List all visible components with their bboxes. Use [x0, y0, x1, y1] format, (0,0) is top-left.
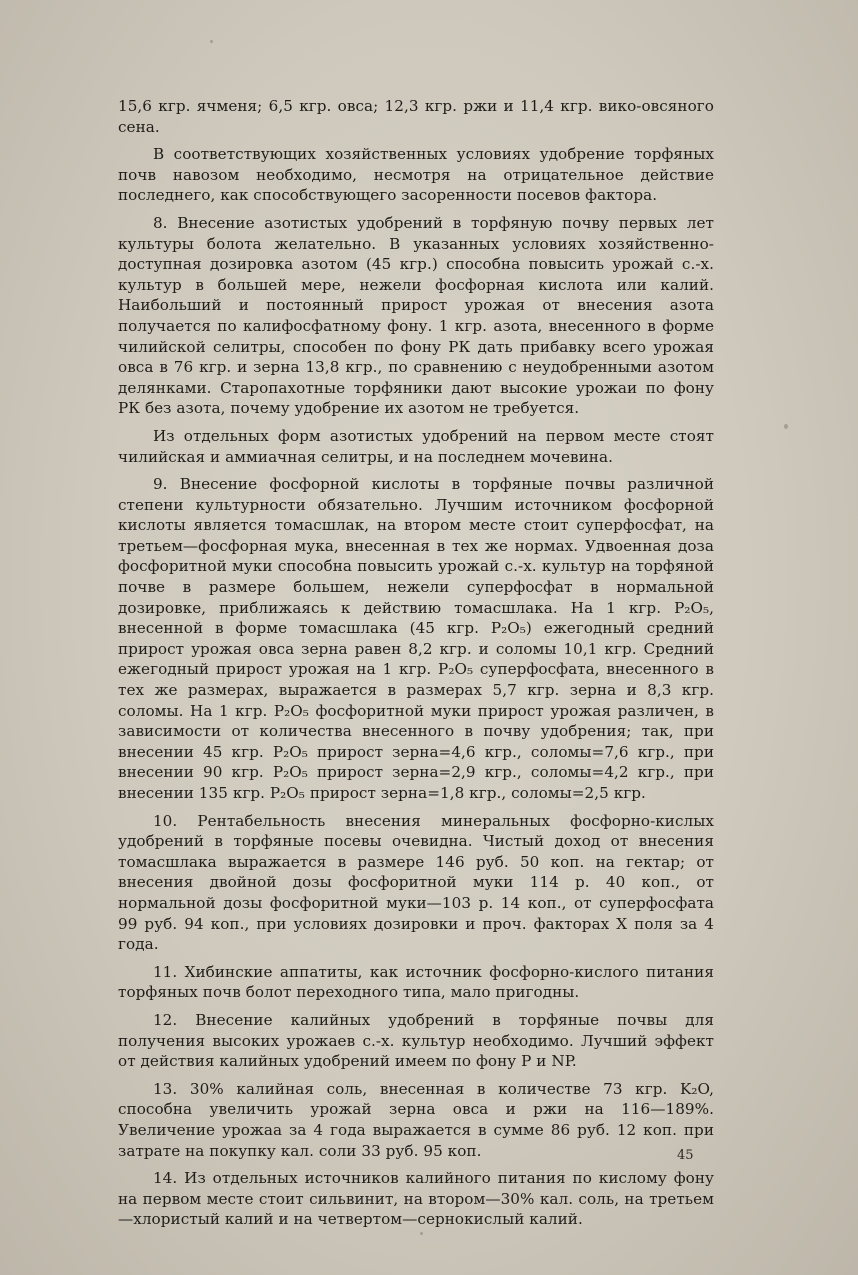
paragraph-9: 14. Из отдельных источников калийного питания по кислому фону на первом месте стоит сильвинит, на втором—30% кал. соль, на третьем—хлористый калий и на четвертом—сернокислый калий. [118, 1169, 714, 1229]
paragraph-5: 10. Рентабельность внесения минеральных фосфорно-кислых удобрений в торфяные посевы очевидна. Чистый доход от внесения томасшлака выражается в размере 146 руб. 50 коп. на гектар; от внесения двойной дозы фосфоритной муки 114 р. 40 коп., от нормальной дозы фосфоритной муки—103 р. 14 коп., от суперфосфата 99 руб. 94 коп., при условиях дозировки и проч. факторах X поля за 4 года. [118, 811, 714, 954]
paragraph-2: 8. Внесение азотистых удобрений в торфяную почву первых лет культуры болота желательно. В указанных условиях хозяйственно-доступная дозировка азотом (45 кгр.) способна повысить урожай с.-х. культур в большей мере, нежели фосфорная кислота или калий. Наибольший и постоянный прирост урожая от внесения азота получается по калифосфатному фону. 1 кгр. азота, внесенного в форме чилийской селитры, способен по фону РК дать прибавку всего урожая овса в 76 кгр. и зерна 13,8 кгр., по сравнению с неудобренными азотом делянками. Старопахотные торфяники дают высокие урожаи по фону РК без азота, почему удобрение их азотом не требуется. [118, 213, 714, 418]
paragraph-0: 15,6 кгр. ячменя; 6,5 кгр. овса; 12,3 кгр. ржи и 11,4 кгр. вико-овсяного сена. [118, 97, 714, 136]
paragraph-8: 13. 30% калийная соль, внесенная в количестве 73 кгр. K₂O, способна увеличить урожай зерна овса и ржи на 116—189%. Увеличение урожаа за 4 года выражается в сумме 86 руб. 12 коп. при затрате на покупку кал. соли 33 руб. 95 коп. [118, 1079, 714, 1160]
paragraph-7: 12. Внесение калийных удобрений в торфяные почвы для получения высоких урожаев с.-х. культур необходимо. Лучший эффект от действия калийных удобрений имеем по фону P и NP. [118, 1010, 714, 1071]
body-text [118, 96, 714, 1237]
paper-speck [210, 40, 213, 43]
paragraph-6: 11. Хибинские аппатиты, как источник фосфорно-кислого питания торфяных почв болот переходного типа, мало пригодны. [118, 962, 714, 1002]
paragraph-1: В соответствующих хозяйственных условиях удобрение торфяных почв навозом необходимо, несмотря на отрицательное действие последнего, как способствующего засоренности посевов фактора. [118, 145, 714, 205]
paragraph-3: Из отдельных форм азотистых удобрений на первом месте стоят чилийская и аммиачная селитры, и на последнем мочевина. [118, 426, 714, 466]
page-number: 45 [677, 1148, 694, 1163]
paragraph-4: 9. Внесение фосфорной кислоты в торфяные почвы различной степени культурности обязательно. Лучшим источником фосфорной кислоты является томасшлак, на втором месте стоит суперфосфат, на третьем—фосфорная мука, внесенная в тех же нормах. Удвоенная доза фосфоритной муки способна повысить урожай с.-х. культур на торфяной почве в размере большем, нежели суперфосфат в нормальной дозировке, приближаясь к действию томасшлака. На 1 кгр. P₂O₅, внесенной в форме томасшлака (45 кгр. P₂O₅) ежегодный средний прирост урожая овса зерна равен 8,2 кгр. и соломы 10,1 кгр. Средний ежегодный прирост урожая на 1 кгр. P₂O₅ суперфосфата, внесенного в тех же размерах, выражается в размерах 5,7 кгр. зерна и 8,3 кгр. соломы. На 1 кгр. P₂O₅ фосфоритной муки прирост урожая различен, в зависимости от количества внесенного в почву удобрения; так, при внесении 45 кгр. P₂O₅ прирост зерна=4,6 кгр., соломы=7,6 кгр., при внесении 90 кгр. P₂O₅ прирост зерна=2,9 кгр., соломы=4,2 кгр., при внесении 135 кгр. P₂O₅ прирост зерна=1,8 кгр., соломы=2,5 кгр. [118, 475, 714, 802]
paper-speck [784, 424, 788, 429]
